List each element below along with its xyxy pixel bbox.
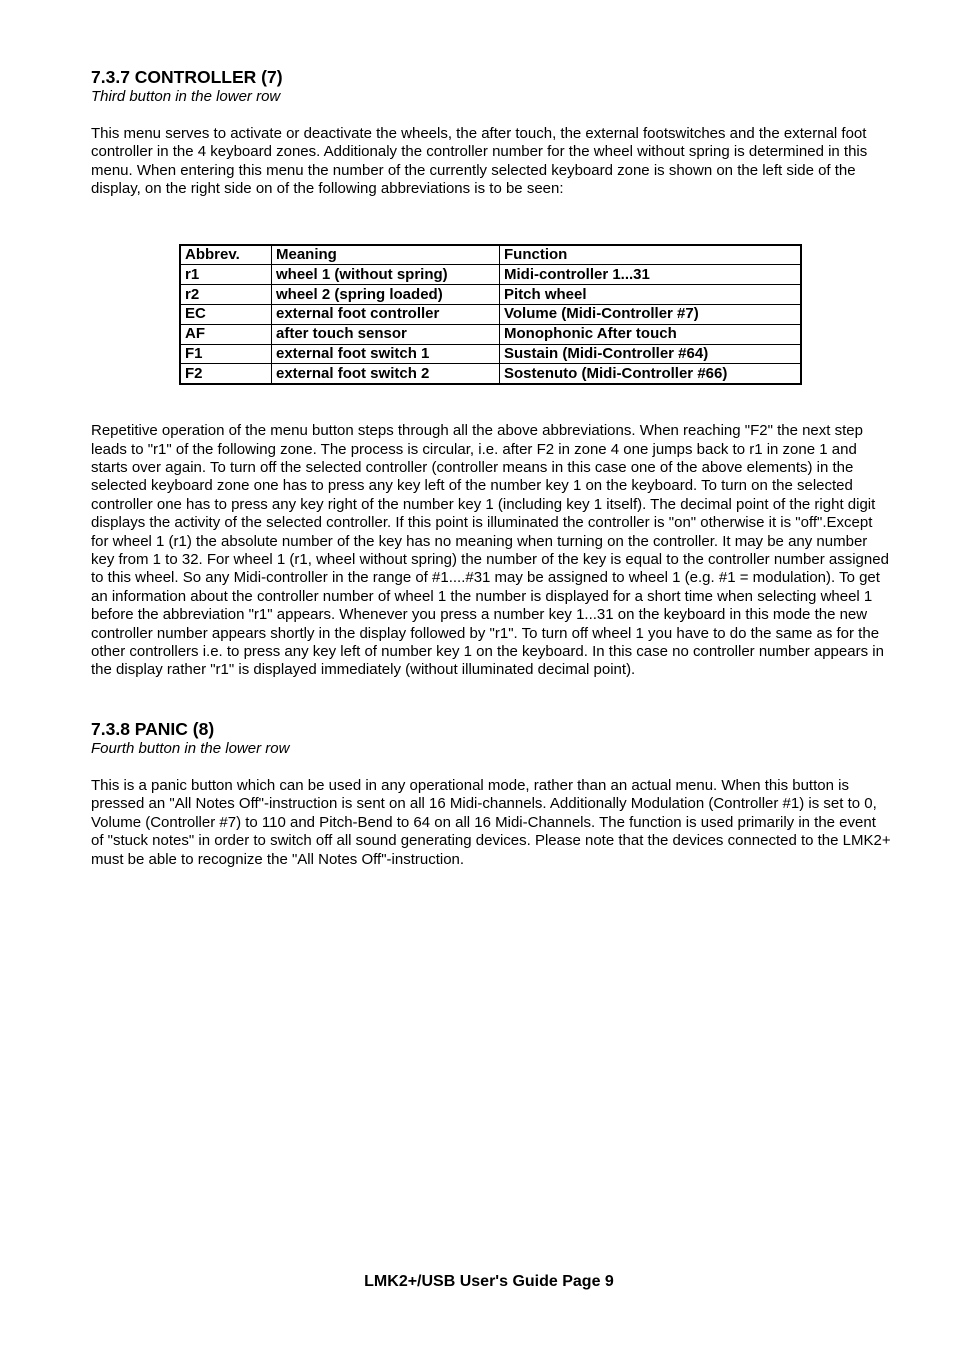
- section-subheading-controller: Third button in the lower row: [91, 88, 281, 105]
- controller-intro-paragraph: This menu serves to activate or deactivate the wheels, the after touch, the external footswitches and the external foot controller in the 4 keyboard zones. Additionaly the controller number for the wheel without spring is determined in this menu. When entering this menu the number of the currently selected keyboard zone is shown on the left side of the display, on the right side on of the following abbreviations is to be seen:: [91, 125, 868, 198]
- table-cell: Volume (Midi-Controller #7): [500, 305, 802, 325]
- document-page: [91, 66, 891, 869]
- table-cell: EC: [180, 305, 272, 325]
- table-cell: Sostenuto (Midi-Controller #66): [500, 364, 802, 384]
- controller-table: [179, 244, 802, 386]
- section-controller: [91, 66, 891, 680]
- table-cell: Monophonic After touch: [500, 324, 802, 344]
- table-cell: r2: [180, 285, 272, 305]
- section-subheading-panic: Fourth button in the lower row: [91, 739, 290, 757]
- section-panic: [91, 718, 891, 869]
- table-cell: external foot switch 2: [272, 364, 500, 384]
- table-cell: Sustain (Midi-Controller #64): [500, 344, 802, 364]
- controller-table-wrapper: [179, 244, 891, 386]
- table-header-cell: Abbrev.: [180, 245, 272, 265]
- table-row: [180, 265, 801, 285]
- table-cell: external foot switch 1: [272, 344, 500, 364]
- table-row: [180, 305, 801, 325]
- table-cell: after touch sensor: [272, 324, 500, 344]
- table-header-cell: Meaning: [272, 245, 500, 265]
- table-cell: F1: [180, 344, 272, 364]
- section-heading-panic: 7.3.8 PANIC (8): [91, 718, 215, 739]
- table-cell: r1: [180, 265, 272, 285]
- table-row: [180, 364, 801, 384]
- table-header-cell: Function: [500, 245, 802, 265]
- controller-body-paragraph: Repetitive operation of the menu button steps through all the above abbreviations. When reaching "F2" the next step leads to "r1" of the following zone. The process is circular, i.e. after F2 in zone 4 one jumps back to r1 in zone 1 and starts over again. To turn off the selected controller (controller means in this case one of the above elements) in the selected keyboard zone one has to press any key left of the number key 1 on the keyboard. To turn on the selected controller one has to press any key right of the number key 1 (including key 1 itself). The decimal point of the right digit displays the activity of the selected controller. If this point is illuminated the controller is "on" otherwise it is "off".Except for wheel 1 (r1) the absolute number of the key has no meaning when turning on the controller. It may be any number key from 1 to 32. For wheel 1 (r1, wheel without spring) the number of the key is equal to the controller number assigned to this wheel. So any Midi-controller in the range of #1....#31 may be assigned to wheel 1 (e.g. #1 = modulation). To get an information about the controller number of wheel 1 the number is displayed for a short time when selecting wheel 1 before the abbreviation "r1" appears. Whenever you press a number key 1...31 on the keyboard in this mode the new controller number appears shortly in the display followed by "r1". To turn off wheel 1 you have to do the same as for the other controllers i.e. to press any key left of number key 1 on the keyboard. In this case no controller number appears in the display rather "r1" is displayed immediately (without illuminated decimal point).: [91, 422, 889, 679]
- table-header-row: [180, 245, 801, 265]
- page-footer: LMK2+/USB User's Guide Page 9: [364, 1273, 614, 1290]
- table-cell: AF: [180, 324, 272, 344]
- table-cell: Pitch wheel: [500, 285, 802, 305]
- table-row: [180, 324, 801, 344]
- table-row: [180, 285, 801, 305]
- section-heading-controller: 7.3.7 CONTROLLER (7): [91, 67, 283, 87]
- table-row: [180, 344, 801, 364]
- table-cell: wheel 2 (spring loaded): [272, 285, 500, 305]
- panic-body-paragraph: This is a panic button which can be used in any operational mode, rather than an actual menu. When this button is pressed an "All Notes Off"-instruction is sent on all 16 Midi-channels. Additionally Modulation (Controller #1) is set to 0, Volume (Controller #7) to 110 and Pitch-Bend to 64 on all 16 Midi-Channels. The function is used primarily in the event of "stuck notes" in order to switch off all sound generating devices. Please note that the devices connected to the LMK2+ must be able to recognize the "All Notes Off"-instruction.: [91, 776, 891, 868]
- table-cell: Midi-controller 1...31: [500, 265, 802, 285]
- table-cell: external foot controller: [272, 305, 500, 325]
- table-cell: F2: [180, 364, 272, 384]
- table-cell: wheel 1 (without spring): [272, 265, 500, 285]
